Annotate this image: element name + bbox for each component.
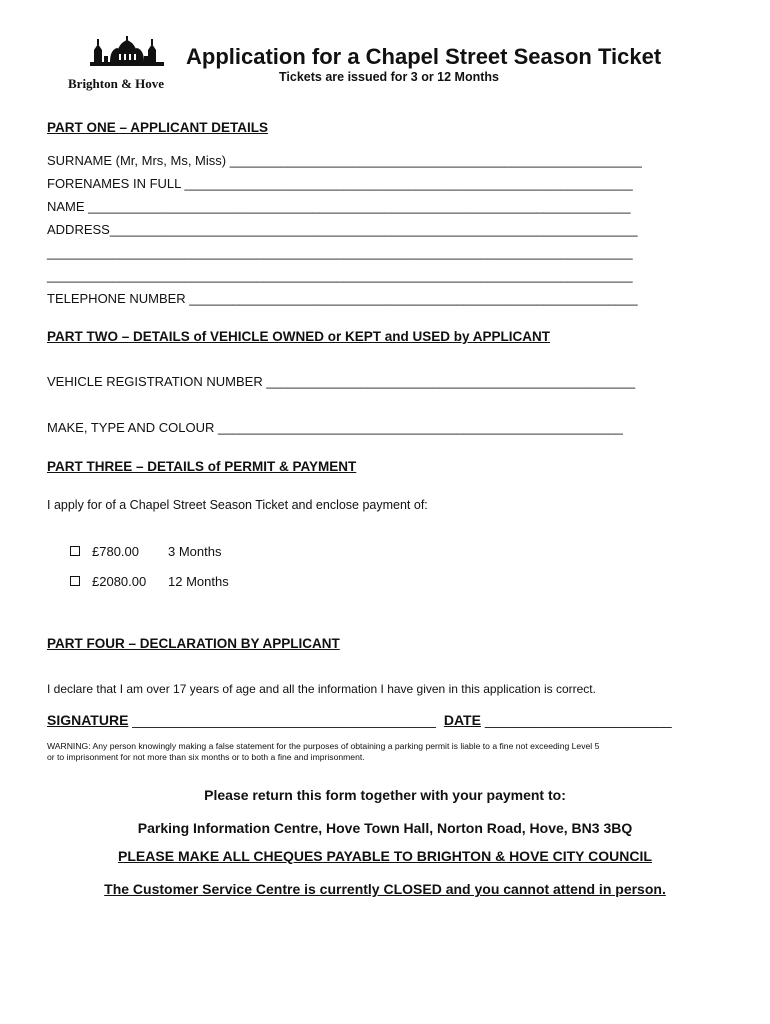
address-line-2[interactable]: _________________________________________________________________________________ bbox=[47, 245, 633, 260]
name-field[interactable]: NAME ___________________________________________________________________________ bbox=[47, 199, 631, 214]
vehicle-registration-field[interactable]: VEHICLE REGISTRATION NUMBER ___________________________________________________ bbox=[47, 374, 636, 389]
pavilion-icon bbox=[86, 36, 168, 74]
option-period: 12 Months bbox=[168, 574, 229, 589]
address-line-3[interactable]: _________________________________________________________________________________ bbox=[47, 268, 633, 283]
declaration-text: I declare that I am over 17 years of age and all the information I have given in this application is correct. bbox=[47, 682, 596, 696]
warning-line-1: WARNING: Any person knowingly making a false statement for the purposes of obtaining a parking permit is liable to a fine not exceeding Level 5 bbox=[47, 741, 600, 751]
warning-line-2: or to imprisonment for not more than six months or to both a fine and imprisonment. bbox=[47, 752, 365, 762]
checkbox-3-months[interactable] bbox=[70, 546, 80, 556]
surname-field[interactable]: SURNAME (Mr, Mrs, Ms, Miss) _________________________________________________________ bbox=[47, 153, 642, 168]
signature-line[interactable]: _______________________________________ bbox=[128, 712, 436, 728]
signature-row bbox=[47, 712, 672, 728]
part-two-heading: PART TWO – DETAILS of VEHICLE OWNED or KEPT and USED by APPLICANT bbox=[47, 329, 551, 344]
forenames-field[interactable]: FORENAMES IN FULL ______________________________________________________________ bbox=[47, 176, 633, 191]
date-label: DATE bbox=[443, 712, 481, 728]
make-type-colour-field[interactable]: MAKE, TYPE AND COLOUR ________________________________________________________ bbox=[47, 420, 623, 435]
closed-notice: The Customer Service Centre is currently CLOSED and you cannot attend in person. bbox=[104, 881, 666, 897]
option-amount: £780.00 bbox=[92, 544, 139, 559]
page-title: Application for a Chapel Street Season Ticket bbox=[186, 44, 662, 69]
logo-text: Brighton & Hove bbox=[68, 76, 165, 91]
return-instructions: Please return this form together with your payment to: bbox=[204, 787, 566, 803]
checkbox-12-months[interactable] bbox=[70, 576, 80, 586]
date-line[interactable]: ________________________ bbox=[480, 712, 672, 728]
cheques-notice: PLEASE MAKE ALL CHEQUES PAYABLE TO BRIGHTON & HOVE CITY COUNCIL bbox=[118, 848, 652, 864]
option-amount: £2080.00 bbox=[92, 574, 147, 589]
return-address: Parking Information Centre, Hove Town Hall, Norton Road, Hove, BN3 3BQ bbox=[137, 820, 633, 836]
option-12-months[interactable] bbox=[70, 574, 229, 589]
part-four-heading: PART FOUR – DECLARATION BY APPLICANT bbox=[47, 636, 340, 651]
telephone-field[interactable]: TELEPHONE NUMBER ______________________________________________________________ bbox=[47, 291, 638, 306]
option-3-months[interactable] bbox=[70, 544, 221, 559]
address-field[interactable]: ADDRESS_________________________________________________________________________ bbox=[47, 222, 638, 237]
signature-label: SIGNATURE bbox=[47, 712, 129, 728]
part-three-heading: PART THREE – DETAILS of PERMIT & PAYMENT bbox=[47, 459, 357, 474]
page-subtitle: Tickets are issued for 3 or 12 Months bbox=[279, 70, 499, 84]
option-period: 3 Months bbox=[168, 544, 222, 559]
part-one-heading: PART ONE – APPLICANT DETAILS bbox=[47, 120, 269, 135]
apply-text: I apply for of a Chapel Street Season Ticket and enclose payment of: bbox=[47, 498, 428, 512]
brighton-hove-logo bbox=[68, 36, 186, 96]
